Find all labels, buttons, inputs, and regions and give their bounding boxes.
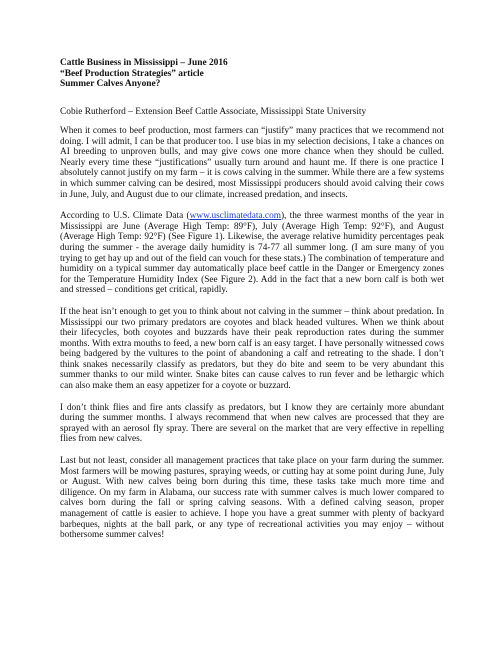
usclimatedata-link[interactable]: www.usclimatedata.com <box>189 211 281 222</box>
article-body <box>60 126 444 552</box>
article-header <box>60 58 228 90</box>
paragraph-1: When it comes to beef production, most farmers can “justify” many practices that we recommend not doing. I will admit, I can be that producer too. I use bias in my selection decisions, I take a chances on AI breeding to unproven bulls, and may give cows one more chance when they should be culled. Nearly every time these “justifications” usually turn around and haunt me. If there is one practice I absolutely cannot justify on my farm – it is cows calving in the summer. While there are a few systems in which summer calving can be desired, most Mississippi producers should avoid calving their cows in June, July, and August due to our climate, increased predation, and insects. <box>60 126 444 200</box>
author-line: Cobie Rutherford – Extension Beef Cattle Associate, Mississippi State University <box>60 107 367 117</box>
paragraph-3: If the heat isn’t enough to get you to think about not calving in the summer – think about predation. In Mississippi our two primary predators are coyotes and black headed vultures. When we think about their lifecycles, both coyotes and buzzards have their peak reproduction rates during the summer months. With extra mouths to feed, a new born calf is an easy target. I have personally witnessed cows being badgered by the vultures to the point of abandoning a calf and retreating to the shade. I don’t think snakes necessarily classify as predators, but they do bite and seem to be very abundant this summer thanks to our mild winter. Snake bites can cause calves to run fever and be lethargic which can also make them an easy appetizer for a coyote or buzzard. <box>60 306 444 392</box>
article-series: “Beef Production Strategies” article <box>60 68 204 79</box>
paragraph-2-start: According to U.S. Climate Data ( <box>60 211 190 222</box>
paragraph-2-rest: ), the three warmest months of the year in Mississippi are June (Average High Temp: 89°F), July (Average High Temp: 92°F), and August (Average High Temp: 92°F) (See Figure 1). Likewise, the average relative humidity percentages peak during the summer - the average daily humidity is 74-77 all summer long. (I am sure many of you trying to get hay up and out of the field can vouch for these stats.) The combination of temperature and humidity on a typical summer day automatically place beef cattle in the Danger or Emergency zones for the Temperature Humidity Index (See Figure 2). Add in the fact that a new born calf is both wet and stressed – conditions get critical, rapidly. <box>60 211 444 296</box>
publication-title: Cattle Business in Mississippi – June 2016 <box>60 58 228 68</box>
paragraph-5: Last but not least, consider all management practices that take place on your farm during the summer. Most farmers will be mowing pastures, spraying weeds, or cutting hay at some point during June, July or August. With new calves being born during this time, these tasks take much more time and diligence. On my farm in Alabama, our success rate with summer calves is much lower compared to calves born during the fall or spring calving seasons. With a defined calving season, proper management of cattle is easier to achieve. I hope you have a great summer with plenty of backyard barbeques, nights at the ball park, or any type of recreational activities you may enjoy – without bothersome summer calves! <box>60 456 444 541</box>
paragraph-2 <box>60 211 444 296</box>
paragraph-4: I don’t think flies and fire ants classify as predators, but I know they are certainly more abundant during the summer months. I always recommend that when new calves are processed that they are sprayed with an aerosol fly spray. There are several on the market that are very effective in repelling flies from new calves. <box>60 402 444 445</box>
article-title: Summer Calves Anyone? <box>60 79 161 90</box>
